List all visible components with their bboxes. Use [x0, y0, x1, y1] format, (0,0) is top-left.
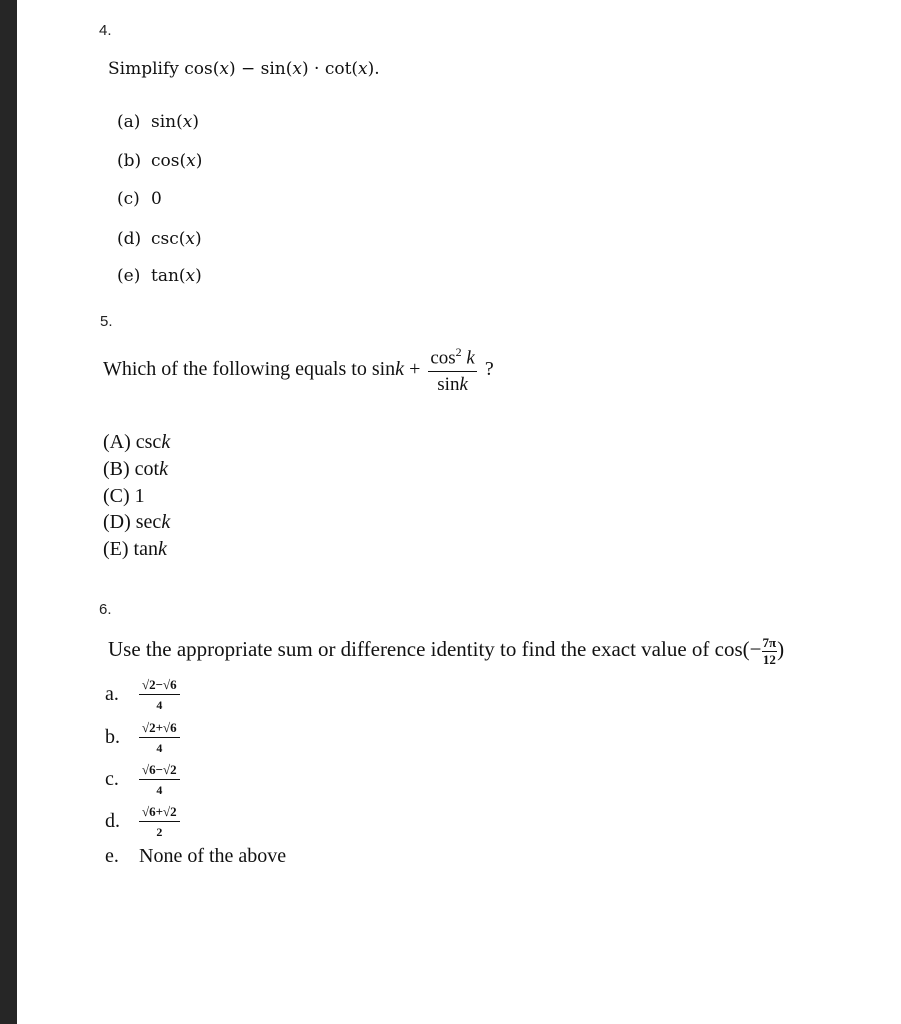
option-label: (A) — [103, 431, 131, 453]
option-label: b. — [105, 726, 120, 749]
option-fn: tan — [133, 538, 158, 560]
fraction-numerator: √2−√6 — [139, 678, 180, 695]
expression-open: cos(− — [714, 636, 762, 661]
option-text: sin(𝑥) — [151, 112, 199, 132]
question-5-fraction — [428, 346, 477, 395]
question-6-option-d[interactable] — [105, 805, 180, 838]
question-5-option-B[interactable] — [103, 458, 168, 481]
option-fn: 1 — [134, 485, 145, 507]
option-label: (c) — [117, 189, 140, 209]
angle-denominator: 12 — [762, 651, 776, 667]
fraction-numerator: √6+√2 — [139, 805, 180, 822]
denominator-fn: sin — [437, 374, 460, 396]
question-4-option-c[interactable] — [117, 189, 162, 209]
option-label: (b) — [117, 151, 142, 171]
option-fn: sec — [135, 511, 162, 533]
option-var: k — [159, 458, 168, 480]
question-4-option-a[interactable] — [117, 112, 199, 132]
question-5-option-A[interactable] — [103, 431, 170, 454]
option-fn: cot — [134, 458, 160, 480]
option-label: d. — [105, 810, 120, 833]
option-text: csc(𝑥) — [151, 229, 202, 249]
option-text: cos(𝑥) — [151, 151, 203, 171]
question-4-option-d[interactable] — [117, 229, 202, 249]
option-label: (a) — [117, 112, 141, 132]
prompt-plus: + — [404, 358, 421, 381]
option-var: k — [157, 538, 167, 560]
angle-fraction — [762, 636, 778, 666]
fraction-numerator: √6−√2 — [139, 763, 180, 780]
question-6-option-c[interactable] — [105, 763, 180, 796]
angle-numerator: 7π — [762, 635, 777, 650]
fraction-numerator: √2+√6 — [139, 721, 180, 738]
option-label: (d) — [117, 229, 142, 249]
numerator-var: k — [466, 347, 475, 369]
option-fraction — [139, 678, 180, 711]
question-4-prompt — [108, 59, 380, 79]
option-label: c. — [105, 768, 119, 791]
question-4-prompt-prefix: Simplify — [108, 59, 185, 79]
option-fn: csc — [135, 431, 162, 453]
option-label: (D) — [103, 511, 131, 533]
question-6-prompt — [108, 636, 784, 666]
fraction-denominator: 4 — [156, 740, 163, 755]
question-6-prompt-prefix: Use the appropriate sum or difference identity to find the exact value of — [108, 636, 715, 661]
option-text: None of the above — [139, 845, 287, 867]
question-5-option-E[interactable] — [103, 538, 167, 561]
prompt-question-mark: ? — [479, 358, 494, 381]
prompt-sin: sin — [371, 358, 396, 381]
question-5-option-D[interactable] — [103, 511, 170, 534]
question-6-option-e[interactable] — [105, 845, 286, 868]
fraction-denominator: 2 — [156, 824, 163, 839]
option-label: (e) — [117, 266, 141, 286]
question-6-option-b[interactable] — [105, 721, 180, 754]
fraction-denominator: 4 — [156, 782, 163, 797]
expression-close: ) — [777, 636, 785, 661]
option-fraction — [139, 763, 180, 796]
option-var: k — [161, 511, 171, 533]
question-5-option-C[interactable] — [103, 485, 145, 508]
prompt-var: k — [395, 358, 405, 381]
document-page — [17, 0, 901, 1024]
question-5-number: 5. — [100, 313, 113, 330]
option-text: tan(𝑥) — [151, 266, 202, 286]
denominator-var: k — [459, 374, 468, 396]
question-5-prompt-prefix: Which of the following equals to — [103, 358, 372, 381]
question-4-option-e[interactable] — [117, 266, 202, 286]
option-fraction — [139, 721, 180, 754]
question-5-prompt — [103, 346, 494, 395]
numerator-exponent: 2 — [455, 345, 462, 359]
option-label: a. — [105, 683, 119, 706]
option-label: (C) — [103, 485, 130, 507]
question-4-expression: cos(𝑥) − sin(𝑥) · cot(𝑥). — [184, 59, 380, 79]
question-4-option-b[interactable] — [117, 151, 202, 171]
option-text: 0 — [151, 189, 162, 209]
option-var: k — [161, 431, 171, 453]
option-label: (E) — [103, 538, 129, 560]
fraction-denominator — [428, 372, 477, 395]
question-6-number: 6. — [99, 601, 112, 618]
fraction-numerator — [428, 346, 477, 372]
fraction-denominator: 4 — [156, 697, 163, 712]
option-label: e. — [105, 845, 119, 867]
question-6-option-a[interactable] — [105, 678, 180, 711]
option-fraction — [139, 805, 180, 838]
option-label: (B) — [103, 458, 130, 480]
numerator-fn: cos — [430, 347, 456, 369]
question-4-number: 4. — [99, 22, 112, 39]
